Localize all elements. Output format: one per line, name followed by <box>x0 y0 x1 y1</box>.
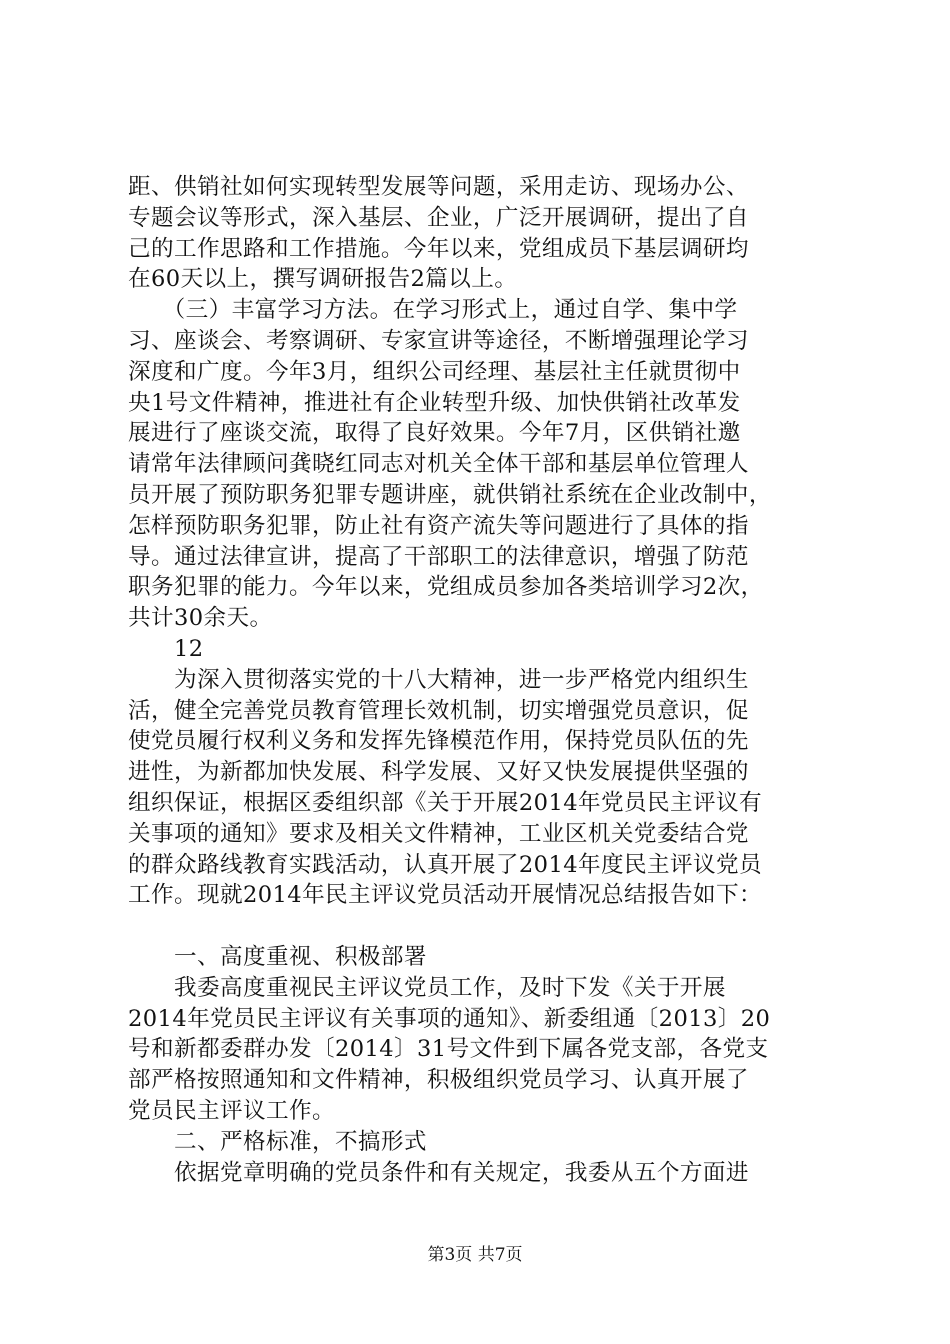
section-heading-line: 一、高度重视、积极部署 <box>128 943 427 970</box>
body-line: 习、座谈会、考察调研、专家宣讲等途径，不断增强理论学习 <box>128 327 749 354</box>
body-line: 职务犯罪的能力。今年以来，党组成员参加各类培训学习2次， <box>128 574 764 601</box>
blank-line <box>128 911 834 942</box>
body-line: 我委高度重视民主评议党员工作，及时下发《关于开展 <box>128 974 726 1001</box>
body-line: 依据党章明确的党员条件和有关规定，我委从五个方面进 <box>128 1159 749 1186</box>
section-heading-line: （三）丰富学习方法。在学习形式上，通过自学、集中学 <box>128 297 738 324</box>
number-line: 12 <box>128 635 204 662</box>
section-heading-line: 二、严格标准，不搞形式 <box>128 1128 427 1155</box>
body-line: 距、供销社如何实现转型发展等问题，采用走访、现场办公、 <box>128 174 749 200</box>
body-line: 号和新都委群办发〔2014〕31号文件到下属各党支部，各党支 <box>128 1036 769 1063</box>
body-line: 专题会议等形式，深入基层、企业，广泛开展调研，提出了自 <box>128 204 749 231</box>
body-line: 导。通过法律宣讲，提高了干部职工的法律意识，增强了防范 <box>128 543 749 570</box>
body-line: 怎样预防职务犯罪，防止社有资产流失等问题进行了具体的指 <box>128 512 749 539</box>
body-line: 组织保证，根据区委组织部《关于开展2014年党员民主评议有 <box>128 789 762 816</box>
body-line: 的群众路线教育实践活动，认真开展了2014年度民主评议党员 <box>128 851 762 878</box>
document-body <box>128 172 834 1188</box>
body-line: 员开展了预防职务犯罪专题讲座，就供销社系统在企业改制中， <box>128 481 772 508</box>
body-line: 深度和广度。今年3月，组织公司经理、基层社主任就贯彻中 <box>128 358 741 385</box>
body-line: 己的工作思路和工作措施。今年以来，党组成员下基层调研均 <box>128 235 749 262</box>
body-line: 共计30余天。 <box>128 605 273 632</box>
body-line: 展进行了座谈交流，取得了良好效果。今年7月，区供销社邀 <box>128 420 741 447</box>
body-line: 部严格按照通知和文件精神，积极组织党员学习、认真开展了 <box>128 1067 749 1094</box>
body-line: 进性，为新都加快发展、科学发展、又好又快发展提供坚强的 <box>128 759 749 786</box>
body-line: 活，健全完善党员教育管理长效机制，切实增强党员意识，促 <box>128 697 749 724</box>
body-line: 使党员履行权利义务和发挥先锋模范作用，保持党员队伍的先 <box>128 728 749 755</box>
page-footer: 第3页 共7页 <box>427 1245 523 1265</box>
body-line: 关事项的通知》要求及相关文件精神，工业区机关党委结合党 <box>128 820 749 847</box>
body-line: 2014年党员民主评议有关事项的通知》、新委组通〔2013〕20 <box>128 1005 771 1032</box>
body-line: 工作。现就2014年民主评议党员活动开展情况总结报告如下： <box>128 882 762 909</box>
body-line: 请常年法律顾问龚晓红同志对机关全体干部和基层单位管理人 <box>128 451 749 478</box>
body-line: 为深入贯彻落实党的十八大精神，进一步严格党内组织生 <box>128 666 749 693</box>
body-line: 央1号文件精神，推进社有企业转型升级、加快供销社改革发 <box>128 389 741 416</box>
body-line: 在60天以上，撰写调研报告2篇以上。 <box>128 266 518 293</box>
body-line: 党员民主评议工作。 <box>128 1097 335 1124</box>
